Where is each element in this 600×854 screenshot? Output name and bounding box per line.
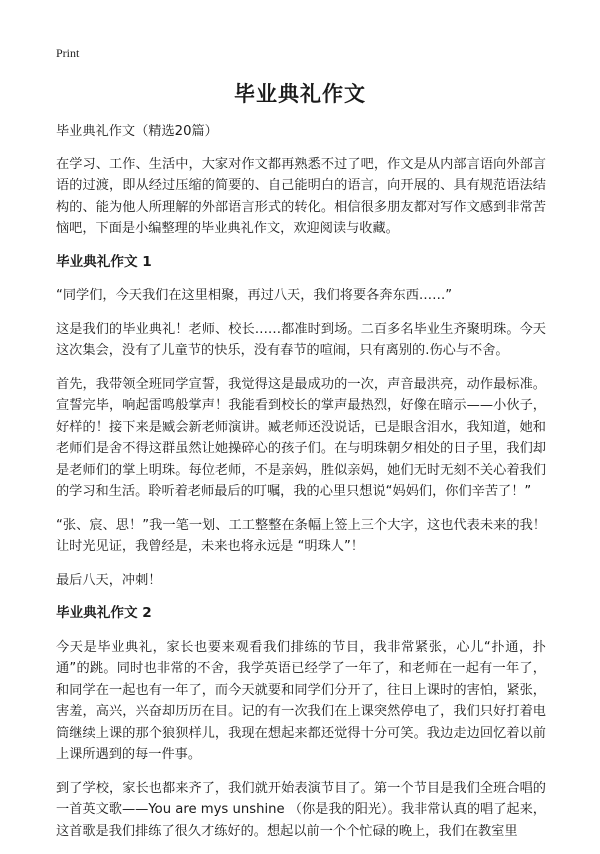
essay-1-heading: 毕业典礼作文 1 xyxy=(56,253,152,270)
essay-2-heading: 毕业典礼作文 2 xyxy=(56,605,152,621)
page-title: 毕业典礼作文 xyxy=(234,82,366,106)
essay-1-paragraph: 最后八天，冲刺！ xyxy=(56,572,162,588)
print-label: Print xyxy=(56,46,80,60)
essay-1-paragraph: “同学们，今天我们在这里相聚，再过八天，我们将要各奔东西……” xyxy=(56,288,453,303)
intro-paragraph: 在学习、工作、生活中，大家对作文都再熟悉不过了吧，作文是从内部言语向外部言语的过渡，即从经过压缩的简要的、自己能明白的语言，向开展的、具有规范语法结构的、能为他人所理解的外部语言形式的转化。相信很多朋友都对写作文感到非常苦恼吧，下面是小编整理的毕业典礼作文，欢迎阅读与收藏。 xyxy=(56,156,546,236)
essay-1-paragraph: 这是我们的毕业典礼！老师、校长……都准时到场。二百多名毕业生齐聚明珠。今天这次集会，没有了儿童节的快乐，没有春节的喧闹，只有离别的.伤心与不舍。 xyxy=(56,321,546,358)
essay-1-paragraph: “张、宸、思！”我一笔一划、工工整整在条幅上签上三个大字，这也代表未来的我！让时光见证，我曾经是，未来也将永远是 “明珠人”！ xyxy=(56,517,546,554)
document-subtitle: 毕业典礼作文（精选20篇） xyxy=(56,124,218,139)
essay-1-paragraph: 首先，我带领全班同学宣誓，我觉得这是最成功的一次，声音最洪亮，动作最标准。宣誓完毕，响起雷鸣般掌声！我能看到校长的掌声最热烈，好像在暗示——小伙子，好样的！接下来是臧会新老师演讲。臧老师还没说话，已是眼含泪水，我知道，她和老师们是舍不得这群虽然让她操碎心的孩子们。在与明珠朝夕相处的日子里，我们却是老师们的掌上明珠。每位老师，不是亲妈，胜似亲妈，她们无时无刻不关心着我们的学习和生活。聆听着老师最后的叮嘱，我的心里只想说“妈妈们，你们辛苦了！” xyxy=(56,376,546,499)
document-body xyxy=(56,121,546,854)
essay-2-paragraph: 到了学校，家长也都来齐了，我们就开始表演节目了。第一个节目是我们全班合唱的一首英文歌——You are mys unshine （你是我的阳光）。我非常认真的唱了起来，这首歌是我们排练了很久才练好的。想起以前一个个忙碌的晚上，我们在教室里 xyxy=(56,780,546,839)
essay-2-paragraph: 今天是毕业典礼，家长也要来观看我们排练的节目，我非常紧张，心儿“扑通，扑通”的跳。同时也非常的不舍，我学英语已经学了一年了，和老师在一起有一年了，和同学在一起也有一年了，而今天就要和同学们分开了，往日上课时的害怕，紧张，害羞，高兴，兴奋却历历在目。记的有一次我们在上课突然停电了，我们只好打着电筒继续上课的那个狼狈样儿，我现在想起来都还觉得十分可笑。我边走边回忆着以前上课所遇到的每一件事。 xyxy=(56,639,546,762)
